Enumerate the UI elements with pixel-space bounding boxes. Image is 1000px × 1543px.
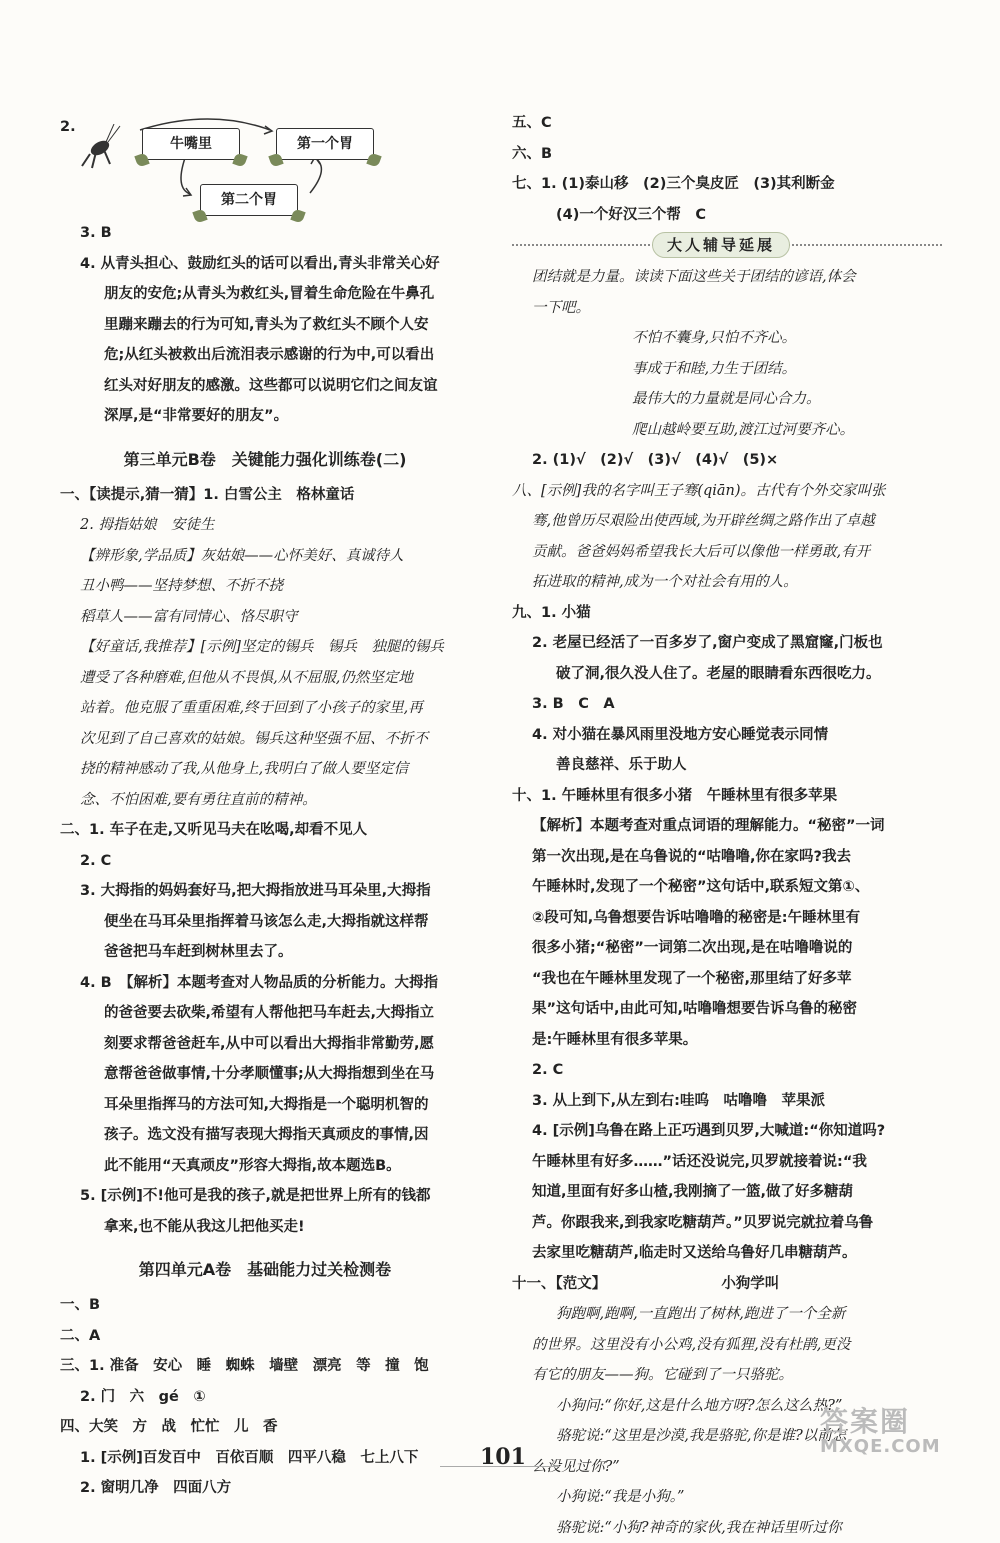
text-line: 五、C bbox=[512, 108, 942, 139]
text-line: 1. [示例]百发百中 百依百顺 四平八稳 七上八下 bbox=[60, 1443, 470, 1474]
text-line: 小狗说:“我是小狗。” bbox=[512, 1482, 942, 1513]
text-line: 挠的精神感动了我,从他身上,我明白了做人要坚定信 bbox=[60, 754, 470, 785]
text-line: 一下吧。 bbox=[512, 293, 942, 324]
text-line: 2. 拇指姑娘 安徒生 bbox=[60, 510, 470, 541]
text-line: 此不能用“天真顽皮”形容大拇指,故本题选B。 bbox=[60, 1151, 470, 1182]
text-line: 4. 从青头担心、鼓励红头的话可以看出,青头非常关心好 bbox=[60, 249, 470, 280]
text-line: 二、A bbox=[60, 1321, 470, 1352]
text-line: 午睡林时,发现了一个秘密”这句话中,联系短文第①、 bbox=[512, 872, 942, 903]
text-line: 爬山越岭要互助,渡江过河要齐心。 bbox=[512, 415, 942, 446]
text-line: 是:午睡林里有很多苹果。 bbox=[512, 1025, 942, 1056]
text-line: 里蹦来蹦去的行为可知,青头为了救红头不顾个人安 bbox=[60, 310, 470, 341]
text-line: 拿来,也不能从我这儿把他买走! bbox=[60, 1212, 470, 1243]
answers-unit4a bbox=[60, 1290, 470, 1504]
box-first-stomach: 第一个胃 bbox=[276, 128, 374, 160]
text-line: 【好童话,我推荐】[示例]坚定的锡兵 锡兵 独腿的锡兵 bbox=[60, 632, 470, 663]
text-line: 3. B bbox=[60, 218, 470, 249]
text-line: 六、B bbox=[512, 139, 942, 170]
essay-title: 小狗学叫 bbox=[721, 1276, 779, 1292]
text-line: 念、不怕困难,要有勇往直前的精神。 bbox=[60, 785, 470, 816]
text-line: 4. [示例]乌鲁在路上正巧遇到贝罗,大喊道:“你知道吗? bbox=[512, 1116, 942, 1147]
proverbs-block bbox=[512, 262, 942, 445]
text-line: 深厚,是“非常要好的朋友”。 bbox=[60, 401, 470, 432]
watermark bbox=[820, 1400, 980, 1460]
text-line: 的世界。这里没有小公鸡,没有狐狸,没有杜鹃,更没 bbox=[512, 1330, 942, 1361]
text-line: 善良慈祥、乐于助人 bbox=[512, 750, 942, 781]
text-line: 红头对好朋友的感激。这些都可以说明它们之间友谊 bbox=[60, 371, 470, 402]
text-line: 骆驼说:“这里是沙漠,我是骆驼,你是谁?以前怎 bbox=[512, 1421, 942, 1452]
text-line: 【辨形象,学品质】灰姑娘——心怀美好、真诚待人 bbox=[60, 541, 470, 572]
watermark-text: 答案圈 bbox=[820, 1405, 910, 1438]
text-line: 丑小鸭——坚持梦想、不折不挠 bbox=[60, 571, 470, 602]
section-title-unit3b: 第三单元B卷 关键能力强化训练卷(二) bbox=[60, 442, 470, 478]
text-line: 一、B bbox=[60, 1290, 470, 1321]
answers-unit3b bbox=[60, 480, 470, 1243]
text-line: 七、1. (1)泰山移 (2)三个臭皮匠 (3)其利断金 bbox=[512, 169, 942, 200]
text-line: 一、【读提示,猜一猜】1. 白雪公主 格林童话 bbox=[60, 480, 470, 511]
text-line: 3. B C A bbox=[512, 689, 942, 720]
text-line: 朋友的安危;从青头为救红头,冒着生命危险在牛鼻孔 bbox=[60, 279, 470, 310]
parent-guide-banner bbox=[512, 232, 942, 258]
answers-8-10 bbox=[512, 476, 942, 1269]
text-line: 3. 从上到下,从左到右:哇呜 咕噜噜 苹果派 bbox=[512, 1086, 942, 1117]
text-line: 稻草人——富有同情心、恪尽职守 bbox=[60, 602, 470, 633]
answers-5-7 bbox=[512, 108, 942, 230]
text-line: 2. 门 六 gé ① bbox=[60, 1382, 470, 1413]
text-line: 5. [示例]不!他可是我的孩子,就是把世界上所有的钱都 bbox=[60, 1181, 470, 1212]
page-number: 101 bbox=[480, 1444, 526, 1470]
text-line: 贡献。爸爸妈妈希望我长大后可以像他一样勇敢,有开 bbox=[512, 537, 942, 568]
text-line: 遭受了各种磨难,但他从不畏惧,从不屈服,仍然坚定地 bbox=[60, 663, 470, 694]
essay-heading-row bbox=[512, 1269, 942, 1300]
text-line: 果”这句话中,由此可知,咕噜噜想要告诉乌鲁的秘密 bbox=[512, 994, 942, 1025]
text-line: 芦。你跟我来,到我家吃糖葫芦。”贝罗说完就拉着乌鲁 bbox=[512, 1208, 942, 1239]
text-line: 的爸爸要去砍柴,希望有人帮他把马车赶去,大拇指立 bbox=[60, 998, 470, 1029]
text-line: 不怕不囊身,只怕不齐心。 bbox=[512, 323, 942, 354]
answers-unit3a-tail bbox=[60, 218, 470, 432]
text-line: 2. 窗明几净 四面八方 bbox=[60, 1473, 470, 1504]
text-line: 3. 大拇指的妈妈套好马,把大拇指放进马耳朵里,大拇指 bbox=[60, 876, 470, 907]
text-line: 骞,他曾历尽艰险出使西域,为开辟丝绸之路作出了卓越 bbox=[512, 506, 942, 537]
text-line: 去家里吃糖葫芦,临走时又送给乌鲁好几串糖葫芦。 bbox=[512, 1238, 942, 1269]
text-line: 三、1. 准备 安心 睡 蜘蛛 墙壁 漂亮 等 撞 饱 bbox=[60, 1351, 470, 1382]
text-line: 2. C bbox=[60, 846, 470, 877]
text-line: 第一次出现,是在乌鲁说的“咕噜噜,你在家吗?我去 bbox=[512, 842, 942, 873]
text-line: 骆驼说:“小狗?神奇的家伙,我在神话里听过你 bbox=[512, 1513, 942, 1543]
text-line: 二、1. 车子在走,又听见马夫在吆喝,却看不见人 bbox=[60, 815, 470, 846]
text-line: 知道,里面有好多山楂,我刚摘了一篮,做了好多糖葫 bbox=[512, 1177, 942, 1208]
item-label: 2. bbox=[60, 112, 76, 143]
text-line: 拓进取的精神,成为一个对社会有用的人。 bbox=[512, 567, 942, 598]
food-path-diagram bbox=[60, 108, 470, 218]
text-line: 破了洞,很久没人住了。老屋的眼睛看东西很吃力。 bbox=[512, 659, 942, 690]
text-line: 午睡林里有好多……”话还没说完,贝罗就接着说:“我 bbox=[512, 1147, 942, 1178]
answer-7-2: 2. (1)√ (2)√ (3)√ (4)√ (5)× bbox=[512, 445, 942, 476]
text-line: 九、1. 小猫 bbox=[512, 598, 942, 629]
text-line: 便坐在马耳朵里指挥着马该怎么走,大拇指就这样帮 bbox=[60, 907, 470, 938]
text-line: (4)一个好汉三个帮 C bbox=[512, 200, 942, 231]
page-number-ornament bbox=[440, 1466, 560, 1470]
text-line: ②段可知,乌鲁想要告诉咕噜噜的秘密是:午睡林里有 bbox=[512, 903, 942, 934]
text-line: 耳朵里指挥马的方法可知,大拇指是一个聪明机智的 bbox=[60, 1090, 470, 1121]
left-column bbox=[60, 108, 470, 1504]
text-line: 【解析】本题考查对重点词语的理解能力。“秘密”一词 bbox=[512, 811, 942, 842]
text-line: 很多小猪;“秘密”一词第二次出现,是在咕噜噜说的 bbox=[512, 933, 942, 964]
text-line: 有它的朋友——狗。它碰到了一只骆驼。 bbox=[512, 1360, 942, 1391]
right-column bbox=[512, 108, 942, 1543]
text-line: 么没见过你?” bbox=[512, 1452, 942, 1483]
text-line: 刻要求帮爸爸赶车,从中可以看出大拇指非常勤劳,愿 bbox=[60, 1029, 470, 1060]
text-line: 2. C bbox=[512, 1055, 942, 1086]
text-line: 意帮爸爸做事情,十分孝顺懂事;从大拇指想到坐在马 bbox=[60, 1059, 470, 1090]
watermark-url: MXQE.COM bbox=[820, 1436, 941, 1457]
section-title-unit4a: 第四单元A卷 基础能力过关检测卷 bbox=[60, 1252, 470, 1288]
box-second-stomach: 第二个胃 bbox=[200, 184, 298, 216]
text-line: 事成于和睦,力生于团结。 bbox=[512, 354, 942, 385]
box-mouth: 牛嘴里 bbox=[142, 128, 240, 160]
text-line: 最伟大的力量就是同心合力。 bbox=[512, 384, 942, 415]
text-line: 次见到了自己喜欢的姑娘。锡兵这种坚强不屈、不折不 bbox=[60, 724, 470, 755]
text-line: 站着。他克服了重重困难,终于回到了小孩子的家里,再 bbox=[60, 693, 470, 724]
text-line: 八、[示例]我的名字叫王子骞(qiān)。古代有个外交家叫张 bbox=[512, 476, 942, 507]
text-line: 2. 老屋已经活了一百多岁了,窗户变成了黑窟窿,门板也 bbox=[512, 628, 942, 659]
text-line: 四、大笑 方 战 忙忙 儿 香 bbox=[60, 1412, 470, 1443]
essay-head: 十一、【范文】 bbox=[512, 1276, 606, 1292]
text-line: 4. 对小猫在暴风雨里没地方安心睡觉表示同情 bbox=[512, 720, 942, 751]
text-line: 孩子。选文没有描写表现大拇指天真顽皮的事情,因 bbox=[60, 1120, 470, 1151]
text-line: 4. B 【解析】本题考查对人物品质的分析能力。大拇指 bbox=[60, 968, 470, 999]
text-line: 爸爸把马车赶到树林里去了。 bbox=[60, 937, 470, 968]
text-line: 团结就是力量。读读下面这些关于团结的谚语,体会 bbox=[512, 262, 942, 293]
text-line: “我也在午睡林里发现了一个秘密,那里结了好多苹 bbox=[512, 964, 942, 995]
banner-title: 大人辅导延展 bbox=[652, 232, 790, 258]
text-line: 狗跑啊,跑啊,一直跑出了树林,跑进了一个全新 bbox=[512, 1299, 942, 1330]
text-line: 危;从红头被救出后流泪表示感谢的行为中,可以看出 bbox=[60, 340, 470, 371]
text-line: 十、1. 午睡林里有很多小猪 午睡林里有很多苹果 bbox=[512, 781, 942, 812]
text-line: 小狗问:“你好,这是什么地方呀?怎么这么热?” bbox=[512, 1391, 942, 1422]
